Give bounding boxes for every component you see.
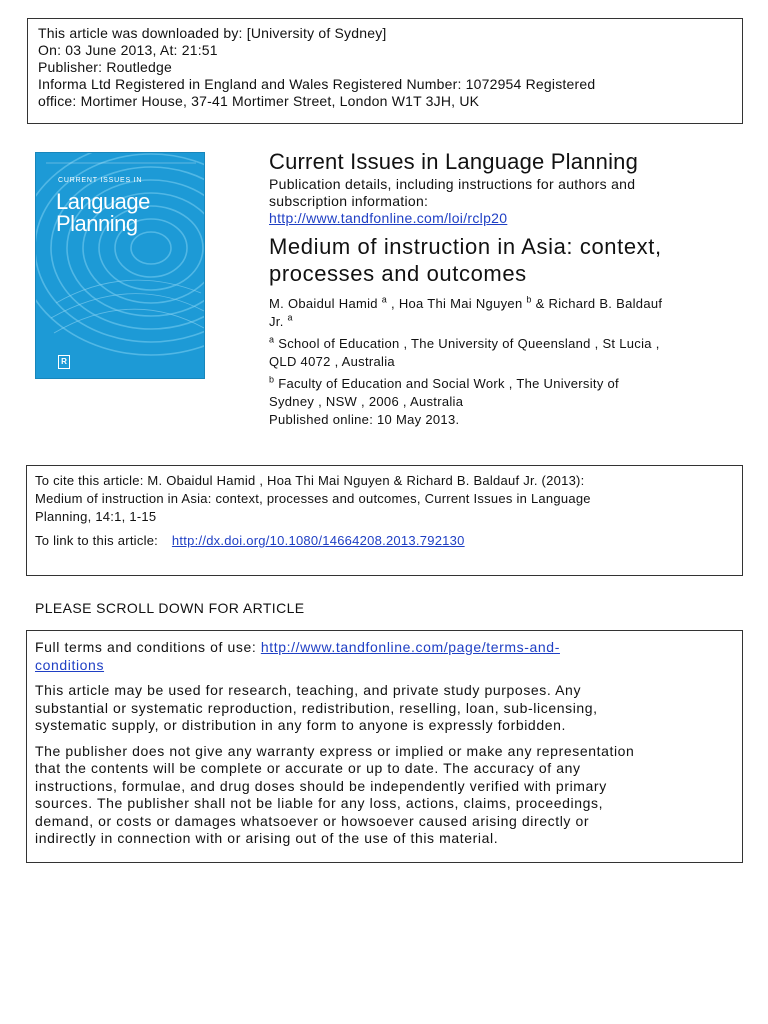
download-notice-line: office: Mortimer House, 37-41 Mortimer Street, London W1T 3JH, UK (38, 93, 480, 109)
download-notice-line: On: 03 June 2013, At: 21:51 (38, 42, 218, 58)
affiliation-marker: a (381, 294, 388, 305)
citation-line: Medium of instruction in Asia: context, processes and outcomes, Current Issues in Language (35, 491, 591, 506)
journal-title: Current Issues in Language Planning (269, 149, 639, 174)
usage-line: This article may be used for research, teaching, and private study purposes. Any (35, 682, 582, 698)
disclaimer-paragraph (35, 743, 734, 848)
disclaimer-line: indirectly in connection with or arising out of the use of this material. (35, 830, 499, 846)
affiliation-a (269, 335, 739, 371)
affiliation-text: Sydney , NSW , 2006 , Australia (269, 394, 464, 409)
article-title-line: processes and outcomes (269, 261, 527, 286)
usage-paragraph (35, 682, 734, 735)
usage-line: substantial or systematic reproduction, redistribution, reselling, loan, sub-licensing, (35, 699, 598, 716)
affiliation-marker: a (287, 312, 293, 323)
article-metadata (269, 148, 739, 429)
download-notice-line: Informa Ltd Registered in England and Wales Registered Number: 1072954 Registered (38, 76, 596, 92)
author-name: M. Obaidul Hamid (269, 296, 378, 311)
download-notice-box (27, 18, 743, 124)
download-notice-line: This article was downloaded by: [University of Sydney] (38, 25, 387, 41)
disclaimer-line: that the contents will be complete or accurate or up to date. The accuracy of any (35, 760, 581, 776)
cover-title-line: Language (56, 189, 150, 214)
author-name: Jr. (269, 314, 284, 329)
terms-url-link[interactable]: http://www.tandfonline.com/page/terms-and- (260, 639, 560, 655)
publication-details-line: subscription information: (269, 193, 429, 209)
journal-url-link[interactable]: http://www.tandfonline.com/loi/rclp20 (269, 210, 508, 226)
citation-box (26, 465, 743, 576)
scroll-down-notice: PLEASE SCROLL DOWN FOR ARTICLE (35, 600, 305, 616)
cover-title-line: Planning (56, 211, 138, 236)
published-date: Published online: 10 May 2013. (269, 412, 460, 427)
terms-intro: Full terms and conditions of use: (35, 639, 261, 655)
terms-box (26, 630, 743, 863)
disclaimer-line: demand, or costs or damages whatsoever or howsoever caused arising directly or (35, 812, 590, 829)
publication-details (269, 176, 739, 227)
publication-details-line: Publication details, including instructions for authors and (269, 176, 636, 192)
usage-line: systematic supply, or distribution in any form to anyone is expressly forbidden. (35, 717, 566, 733)
terms-url-link-continued[interactable]: conditions (35, 656, 105, 673)
affiliation-marker: b (526, 294, 532, 305)
article-title (269, 233, 739, 287)
affiliation-b (269, 375, 739, 411)
affiliation-marker: b (269, 374, 275, 385)
affiliation-text: Faculty of Education and Social Work , The University of (274, 376, 619, 391)
article-title-line: Medium of instruction in Asia: context, (269, 234, 662, 259)
download-notice-line: Publisher: Routledge (38, 59, 172, 75)
cover-rings-graphic (36, 153, 205, 379)
citation-line: Planning, 14:1, 1-15 (35, 509, 157, 524)
doi-link[interactable]: http://dx.doi.org/10.1080/14664208.2013.792130 (171, 533, 465, 548)
disclaimer-line: sources. The publisher shall not be liable for any loss, actions, claims, proceedings, (35, 795, 604, 811)
author-name: , Hoa Thi Mai Nguyen (387, 296, 523, 311)
affiliation-marker: a (269, 334, 275, 345)
affiliation-text: School of Education , The University of Queensland , St Lucia , (274, 336, 660, 351)
article-authors (269, 295, 739, 331)
author-name: & Richard B. Baldauf (531, 296, 663, 311)
routledge-logo-icon: R (58, 355, 70, 369)
journal-cover-image[interactable] (35, 152, 205, 379)
disclaimer-line: The publisher does not give any warranty express or implied or make any representation (35, 742, 635, 759)
citation-line: To cite this article: M. Obaidul Hamid , Hoa Thi Mai Nguyen & Richard B. Baldauf Jr. (2013): (35, 473, 585, 488)
affiliation-text: QLD 4072 , Australia (269, 354, 395, 369)
cover-series-label: CURRENT ISSUES IN (58, 177, 143, 184)
disclaimer-line: instructions, formulae, and drug doses should be independently verified with primary (35, 777, 607, 794)
article-link-label: To link to this article: (35, 533, 159, 548)
